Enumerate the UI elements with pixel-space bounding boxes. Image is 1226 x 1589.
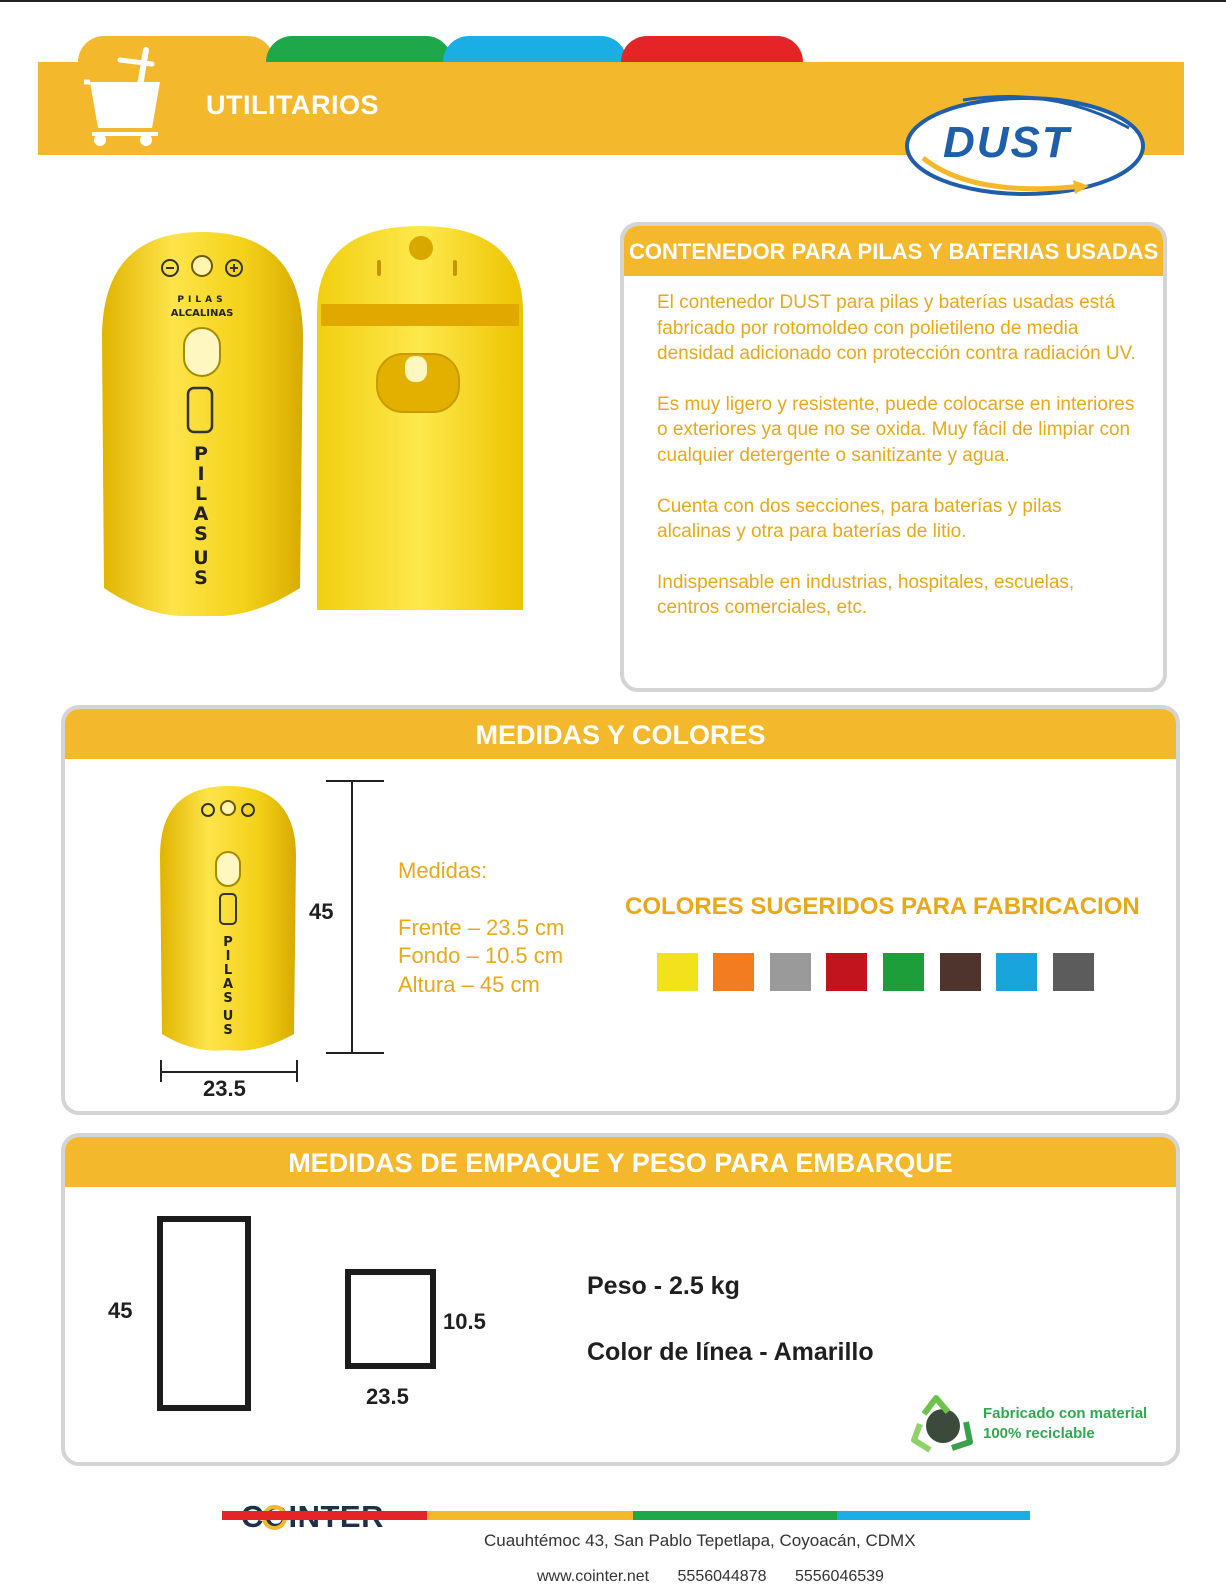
svg-text:S: S bbox=[223, 991, 233, 1006]
color-swatch bbox=[996, 953, 1037, 991]
description-paragraph: Indispensable en industrias, hospitales, escuelas, centros comerciales, etc. bbox=[657, 571, 1075, 619]
color-swatch bbox=[940, 953, 981, 991]
recycle-icon bbox=[908, 1392, 978, 1456]
measures-heading: Medidas: bbox=[398, 858, 488, 883]
measure-line: Frente – 23.5 cm bbox=[398, 914, 565, 940]
color-swatch bbox=[826, 953, 867, 991]
tall-box-outline bbox=[157, 1216, 251, 1411]
svg-text:S: S bbox=[223, 1023, 233, 1038]
color-swatch bbox=[1053, 953, 1094, 991]
box-depth-label: 10.5 bbox=[443, 1309, 486, 1334]
footer-stripe-yellow bbox=[427, 1511, 633, 1520]
description-paragraph: Cuenta con dos secciones, para baterías y pilas alcalinas y otra para baterías de litio. bbox=[657, 495, 1062, 543]
top-rule bbox=[0, 0, 1226, 2]
small-box-outline bbox=[345, 1269, 436, 1369]
measure-line: Altura – 45 cm bbox=[398, 971, 540, 997]
measures-list bbox=[398, 857, 564, 999]
phone-number[interactable]: 5556044878 bbox=[677, 1568, 767, 1585]
product-back-photo bbox=[315, 222, 525, 614]
weight-text: Peso - 2.5 kg bbox=[587, 1272, 740, 1300]
svg-text:S: S bbox=[194, 567, 208, 589]
measures-title: MEDIDAS Y COLORES bbox=[65, 709, 1176, 759]
cart-bucket-icon bbox=[82, 46, 168, 148]
colors-title: COLORES SUGERIDOS PARA FABRICACION bbox=[625, 893, 1140, 920]
svg-text:U: U bbox=[222, 1009, 234, 1024]
dust-logo bbox=[903, 88, 1153, 203]
recycle-line: Fabricado con material bbox=[983, 1405, 1148, 1422]
description-paragraph: El contenedor DUST para pilas y baterías usadas está fabricado por rotomoldeo con polietileno de media densidad adicionado con protección contra radiación UV. bbox=[657, 292, 1136, 365]
box-width-label: 23.5 bbox=[366, 1384, 409, 1409]
svg-text:A: A bbox=[193, 503, 209, 525]
website-link[interactable]: www.cointer.net bbox=[537, 1568, 650, 1585]
color-swatch bbox=[770, 953, 811, 991]
svg-text:I: I bbox=[225, 949, 231, 964]
recycle-line: 100% reciclable bbox=[983, 1425, 1095, 1442]
svg-text:I: I bbox=[197, 463, 205, 485]
footer-stripe-blue bbox=[837, 1511, 1030, 1520]
line-color-text: Color de línea - Amarillo bbox=[587, 1338, 874, 1366]
color-swatch bbox=[657, 953, 698, 991]
phone-number[interactable]: 5556046539 bbox=[794, 1568, 884, 1585]
color-swatch bbox=[713, 953, 754, 991]
svg-text:U: U bbox=[193, 547, 209, 569]
footer-stripe-green bbox=[633, 1511, 837, 1520]
height-label: 45 bbox=[309, 899, 334, 924]
recycle-text bbox=[983, 1404, 1147, 1444]
product-title: CONTENEDOR PARA PILAS Y BATERIAS USADAS bbox=[624, 226, 1163, 276]
svg-text:PILAS: PILAS bbox=[177, 295, 227, 305]
packaging-title: MEDIDAS DE EMPAQUE Y PESO PARA EMBARQUE bbox=[65, 1137, 1176, 1187]
svg-text:L: L bbox=[194, 483, 208, 505]
measures-product-drawing bbox=[158, 782, 298, 1052]
footer-stripe-red bbox=[222, 1511, 427, 1520]
tall-box-label: 45 bbox=[108, 1298, 133, 1323]
category-title: UTILITARIOS bbox=[206, 90, 379, 120]
color-swatch bbox=[883, 953, 924, 991]
svg-text:ALCALINAS: ALCALINAS bbox=[170, 308, 234, 319]
footer-address: Cuauhtémoc 43, San Pablo Tepetlapa, Coyoacán, CDMX bbox=[484, 1531, 916, 1550]
product-description bbox=[624, 276, 1163, 621]
logo-text: DUST bbox=[943, 118, 1071, 167]
svg-text:S: S bbox=[194, 523, 208, 545]
product-description-card bbox=[620, 222, 1167, 692]
svg-text:A: A bbox=[222, 977, 234, 992]
svg-text:L: L bbox=[223, 963, 233, 978]
product-front-photo bbox=[100, 228, 305, 616]
svg-text:P: P bbox=[223, 935, 233, 950]
description-paragraph: Es muy ligero y resistente, puede colocarse en interiores o exteriores ya que no se oxida. Muy fácil de limpiar con cualquier detergente o sanitizante y agua. bbox=[657, 393, 1135, 466]
measure-line: Fondo – 10.5 cm bbox=[398, 943, 564, 968]
footer-contact bbox=[537, 1568, 906, 1586]
width-label: 23.5 bbox=[203, 1076, 246, 1101]
svg-text:P: P bbox=[194, 443, 208, 465]
